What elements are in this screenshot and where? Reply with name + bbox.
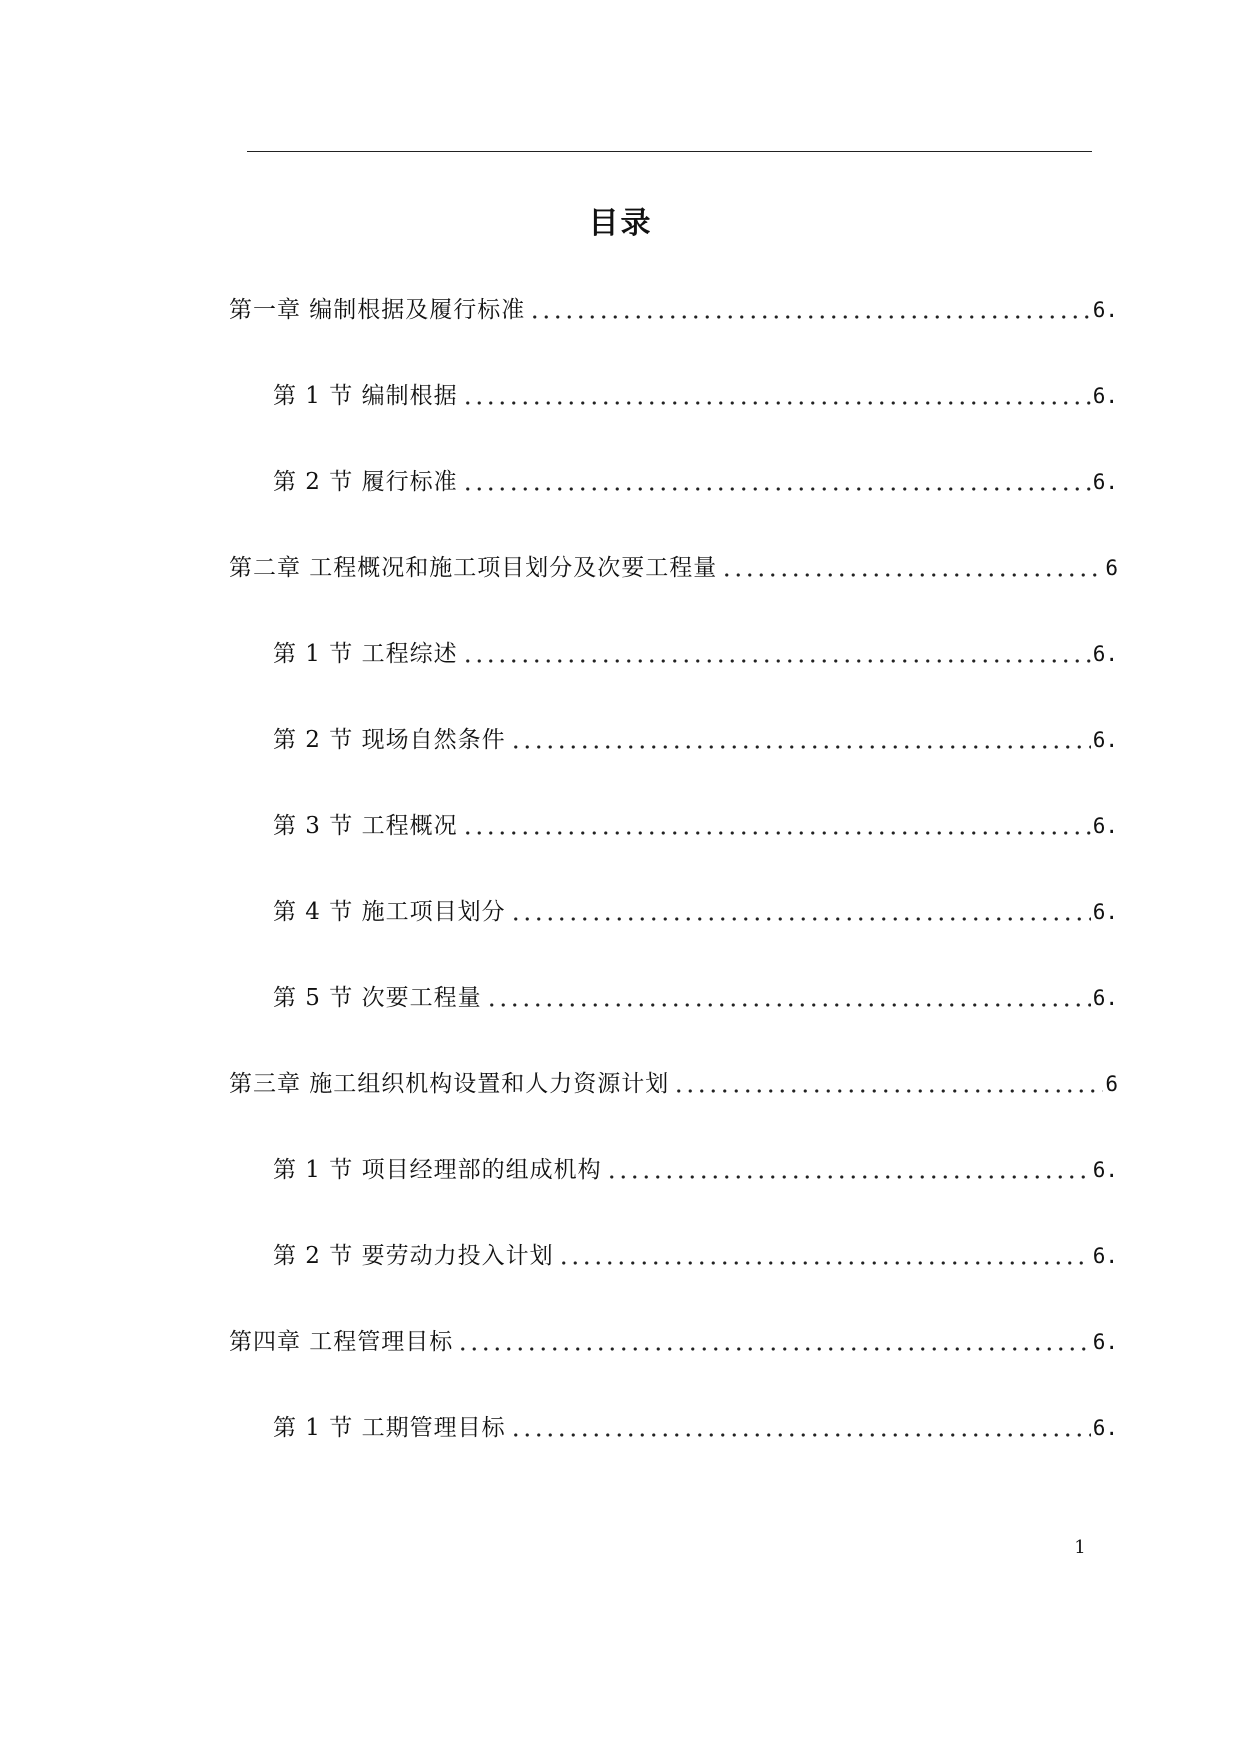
toc-entry-page: 6. <box>1092 986 1118 1010</box>
toc-entry-section-2-3[interactable] <box>273 808 1118 842</box>
toc-entry-page: 6. <box>1092 470 1118 494</box>
dot-leader <box>462 487 1091 491</box>
toc-entry-page: 6. <box>1092 642 1118 666</box>
dot-leader <box>462 831 1091 835</box>
toc-entry-text: 第 2 节 要劳动力投入计划 <box>273 1243 554 1269</box>
toc-entry-text: 第四章 工程管理目标 <box>229 1329 454 1355</box>
dot-leader <box>606 1175 1091 1179</box>
dot-leader <box>457 1347 1090 1351</box>
toc-entry-section-1-1[interactable] <box>273 378 1118 412</box>
toc-entry-text: 第 2 节 现场自然条件 <box>273 727 506 753</box>
toc-entry-page: 6 <box>1105 1072 1118 1096</box>
toc-entry-page: 6 <box>1105 556 1118 580</box>
toc-entry-section-3-2[interactable] <box>273 1238 1118 1272</box>
toc-entry-section-4-1[interactable] <box>273 1410 1118 1444</box>
toc-entry-section-2-5[interactable] <box>273 980 1118 1014</box>
toc-entry-chapter-2[interactable] <box>229 550 1118 584</box>
toc-entry-page: 6. <box>1092 1416 1118 1440</box>
dot-leader <box>510 745 1091 749</box>
toc-entry-text: 第 1 节 工期管理目标 <box>273 1415 506 1441</box>
toc-entry-chapter-4[interactable] <box>229 1324 1118 1358</box>
toc-entry-text: 第 3 节 工程概况 <box>273 813 458 839</box>
toc-entry-chapter-1[interactable] <box>229 292 1118 326</box>
dot-leader <box>558 1261 1091 1265</box>
dot-leader <box>510 917 1091 921</box>
header-rule <box>247 151 1092 152</box>
toc-entry-text: 第 4 节 施工项目划分 <box>273 899 506 925</box>
toc-entry-page: 6. <box>1092 728 1118 752</box>
toc-entry-page: 6. <box>1092 298 1118 322</box>
toc-entry-page: 6. <box>1092 814 1118 838</box>
dot-leader <box>673 1089 1103 1093</box>
toc-entry-section-2-4[interactable] <box>273 894 1118 928</box>
toc-entry-page: 6. <box>1092 1244 1118 1268</box>
toc-title: 目录 <box>588 206 653 241</box>
toc-entry-section-3-1[interactable] <box>273 1152 1118 1186</box>
toc-entry-page: 6. <box>1092 384 1118 408</box>
toc-entry-section-2-2[interactable] <box>273 722 1118 756</box>
dot-leader <box>510 1433 1091 1437</box>
toc-entry-section-2-1[interactable] <box>273 636 1118 670</box>
toc-entry-section-1-2[interactable] <box>273 464 1118 498</box>
toc-entry-text: 第一章 编制根据及履行标准 <box>229 297 526 323</box>
toc-entry-text: 第 1 节 工程综述 <box>273 641 458 667</box>
dot-leader <box>721 573 1103 577</box>
dot-leader <box>529 315 1090 319</box>
toc-entry-text: 第 1 节 项目经理部的组成机构 <box>273 1157 602 1183</box>
dot-leader <box>462 401 1091 405</box>
toc-entry-text: 第 1 节 编制根据 <box>273 383 458 409</box>
toc-entry-text: 第三章 施工组织机构设置和人力资源计划 <box>229 1071 670 1097</box>
dot-leader <box>462 659 1091 663</box>
toc-entry-text: 第 5 节 次要工程量 <box>273 985 482 1011</box>
toc-entry-page: 6. <box>1092 900 1118 924</box>
dot-leader <box>486 1003 1091 1007</box>
toc-entry-text: 第二章 工程概况和施工项目划分及次要工程量 <box>229 555 718 581</box>
toc-entry-page: 6. <box>1092 1330 1118 1354</box>
toc-entry-text: 第 2 节 履行标准 <box>273 469 458 495</box>
toc-entry-chapter-3[interactable] <box>229 1066 1118 1100</box>
toc-entry-page: 6. <box>1092 1158 1118 1182</box>
page-number: 1 <box>1074 1537 1086 1558</box>
